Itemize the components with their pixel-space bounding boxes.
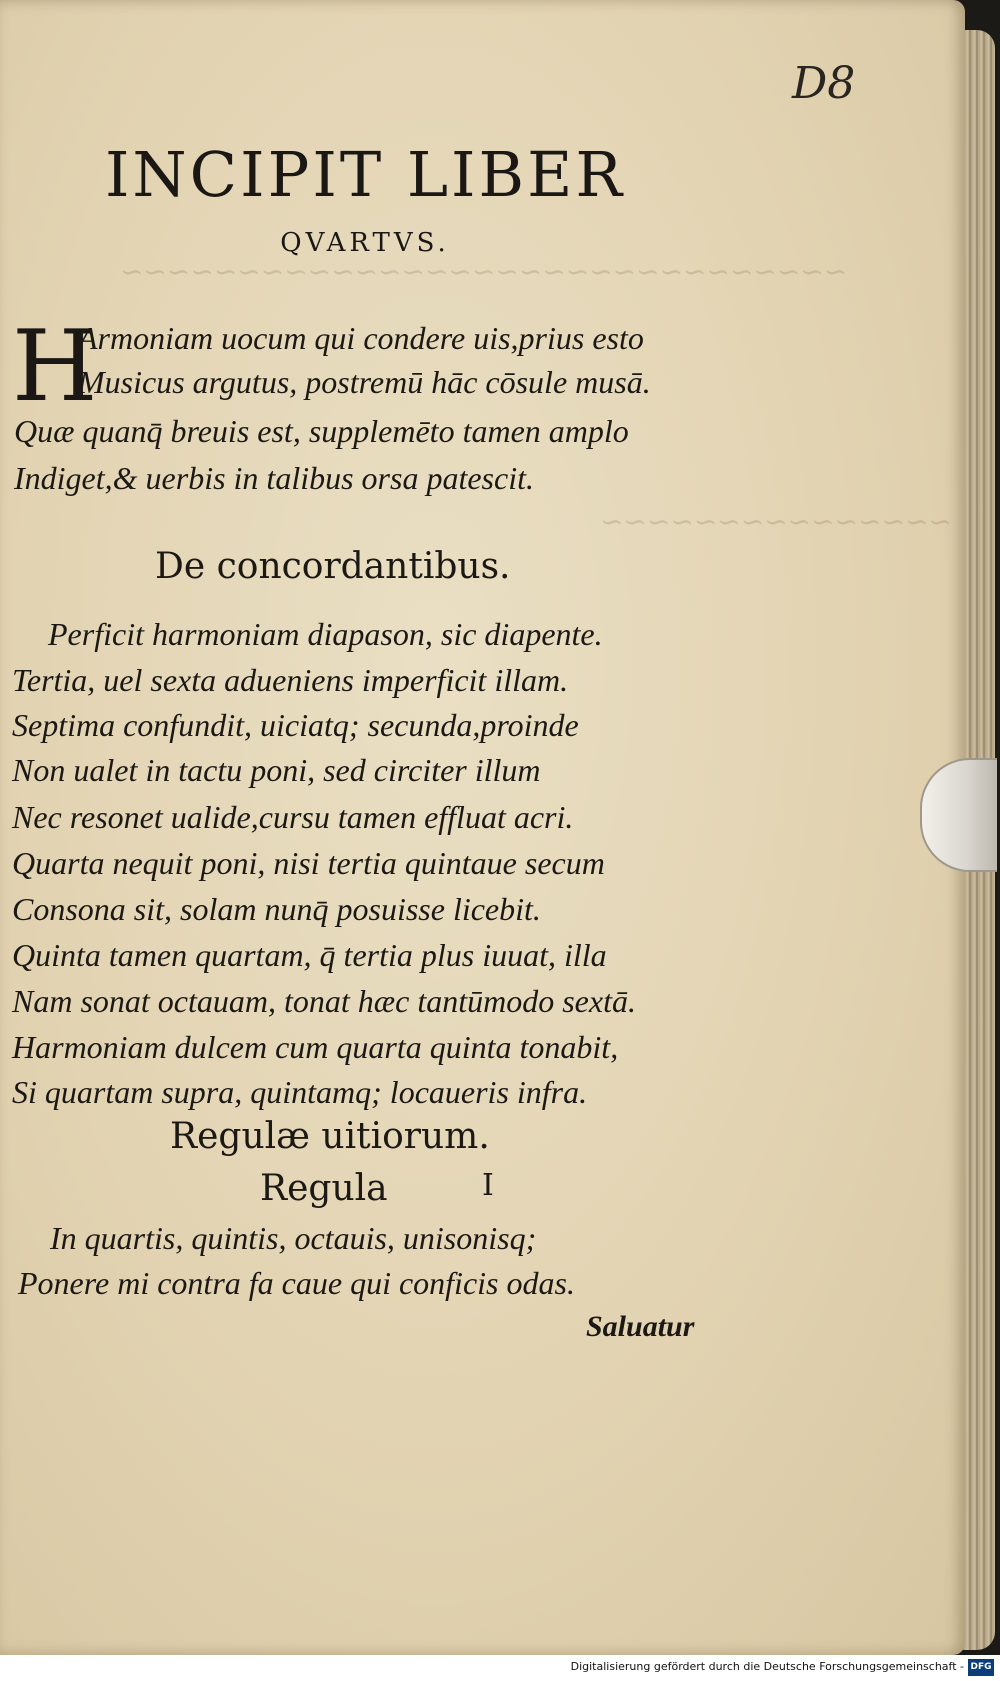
book-subtitle: QVARTVS. [280,228,450,258]
verse-line: Quinta tamen quartam, q̄ tertia plus iuuat, illa [12,937,607,973]
funding-notice: Digitalisierung gefördert durch die Deutsche Forschungsgemeinschaft - [570,1660,964,1673]
footer-bar [0,1655,1000,1681]
verse-line: Nec resonet ualide,cursu tamen effluat acri. [12,799,574,835]
verse-line: Harmoniam dulcem cum quarta quinta tonabit, [12,1029,619,1065]
verse-line: Nam sonat octauam, tonat hæc tantūmodo sextā. [12,983,636,1019]
verse-line: Non ualet in tactu poni, sed circiter illum [12,752,541,788]
show-through-text: ~~~~~~~~~~~~~~~ [600,505,952,538]
section-heading: Regulæ uitiorum. [170,1116,490,1157]
catchword: Saluatur [586,1310,695,1343]
verse-line: Armoniam uocum qui condere uis,prius esto [78,320,644,356]
verse-line: Septima confundit, uiciatq; secunda,proinde [12,707,579,743]
verse-line: In quartis, quintis, octauis, unisonisq; [50,1220,537,1256]
verse-line: Indiget,& uerbis in talibus orsa patescit. [14,460,534,496]
drop-capital: H [12,310,98,424]
verse-line: Si quartam supra, quintamq; locaueris infra. [12,1074,588,1110]
section-heading: De concordantibus. [155,546,511,587]
verse-line: Quæ quanq̄ breuis est, supplemēto tamen amplo [14,413,629,449]
verse-line: Quarta nequit poni, nisi tertia quintaue secum [12,845,605,881]
show-through-text: ~~~~~~~~~~~~~~~~~~~~~~~~~~~~~~~ [120,255,848,288]
verse-line: Tertia, uel sexta adueniens imperficit illam. [12,662,569,698]
rule-number: I [482,1168,494,1203]
verse-line: Ponere mi contra fa caue qui conficis odas. [18,1265,575,1301]
rule-heading: Regula [260,1168,388,1209]
dfg-logo-icon: DFG [968,1659,994,1676]
verse-line: Musicus argutus, postremū hāc cōsule musā. [78,364,651,400]
verse-line: Consona sit, solam nunq̄ posuisse licebit. [12,891,541,927]
folio-number: D8 [792,58,856,109]
book-title: INCIPIT LIBER [104,138,626,211]
page-clip [920,758,997,872]
verse-line: Perficit harmoniam diapason, sic diapente. [48,616,603,652]
